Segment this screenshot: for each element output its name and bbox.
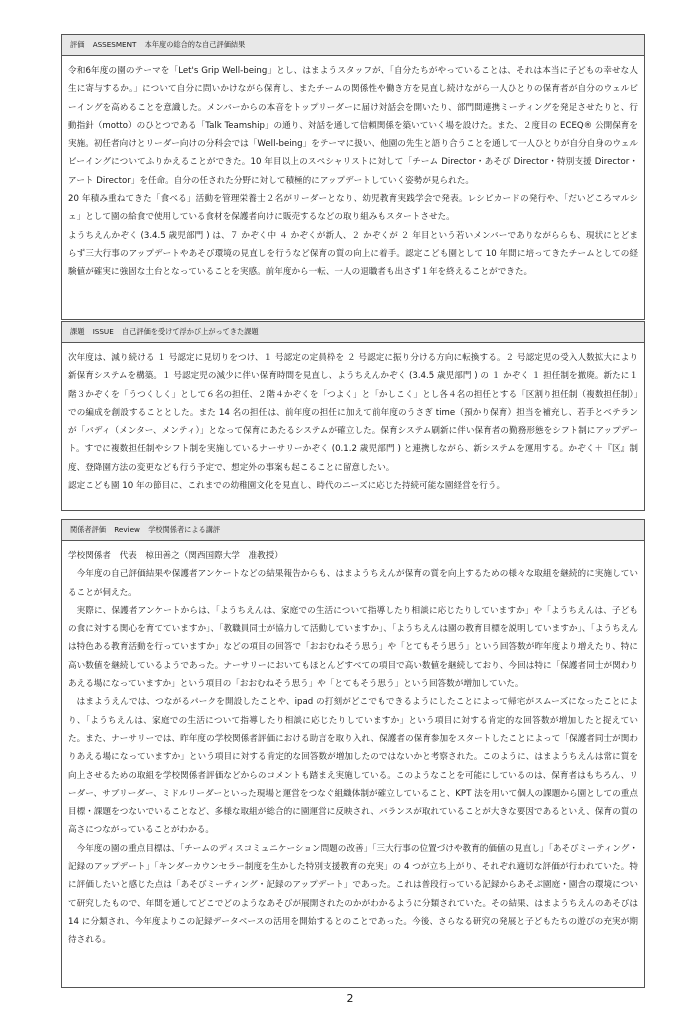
paragraph: ようちえんかぞく (3.4.5 歳児部門 ) は、７ かぞく中 ４ かぞくが新人、２ かぞくが ２ 年目という若いメンバーでありながららも、現状にとどまらず三大行事のアップデートやあそび環境の見直しを行うなど保育の質の向上に着手。認定こども園として 10 年間に培ってきたチームとしての経験値が確実に強固な土台となっていることを実感。前年度から一転、一人の退職者も出さず１年を終えることができた。	[68, 230, 638, 278]
section-header	[62, 520, 644, 541]
section-label-ja: 本年度の総合的な自己評価結果	[144, 40, 246, 49]
reviewer-line: 学校関係者 代表 椋田善之（関西国際大学 准教授）	[68, 551, 283, 561]
section-label-ja: 学校関係者による講評	[148, 525, 221, 534]
section-body	[62, 56, 644, 282]
issue-section	[61, 321, 645, 511]
section-tag: 評価	[70, 40, 85, 49]
section-tag: 課題	[70, 327, 85, 336]
section-body	[62, 343, 644, 495]
paragraph: 20 年積み重ねてきた「食べる」活動を管理栄養士２名がリーダーとなり、幼児教育実践学会で発表。レシピカードの発行や、「だいどころマルシェ」として園の給食で使用している食材を保護者向けに販売するなどの取り組みもスタートさせた。	[68, 194, 638, 223]
paragraph: 認定こども園 10 年の節目に、これまでの幼稚園文化を見直し、時代のニーズに応じた持続可能な園経営を行う。	[68, 481, 506, 492]
paragraph: 次年度は、減り続ける １ 号認定に見切りをつけ、１ 号認定の定員枠を ２ 号認定に振り分ける方向に転換する。２ 号認定児の受入人数拡大により新保育システムを構築。１ 号認定児の減少に伴い保育時間を見直し、ようちえんかぞく (3.4.5 歳児部門 ) の １ かぞく １ 担任制を撤廃。新たに１階３かぞくを「うつくしく」として６名の担任、２階４かぞくを「つよく」と「かしこく」とし各４名の担任とする「区割り担任制（複数担任制）」での編成を創設することとした。また 14 名の担任は、前年度の担任に加えて前年度のうさぎ time（預かり保育）担当を補充し、若手とベテランが「バディ（メンター、メンティ）」となって保育にあたるシステムが確立した。保育システム刷新に伴い保育者の勤務形態をシフト制にアップデート。すでに複数担任制やシフト制を実施しているナーサリーかぞく (0.1.2 歳児部門 ) と連携しながら、新システムを運用する。かぞく＋『区』制度、登降園方法の変更なども行う予定で、想定外の事案も起こることに留意したい。	[68, 353, 638, 473]
section-header	[62, 35, 644, 56]
section-header	[62, 322, 644, 343]
section-label-en: ASSESMENT	[92, 40, 137, 49]
paragraph: 今年度の園の重点目標は、「チームのディスコミュニケーション問題の改善」「三大行事の位置づけや教育的価値の見直し」「あそびミーティング・記録のアップデート」「キンダーカウンセラー制度を生かした特別支援教育の充実」の 4 つが立ち上がり、それぞれ適切な評価が行われていた。特に評価したいと感じた点は「あそびミーティング・記録のアップデート」であった。これは普段行っている記録からあそぶ園庭・園舎の環境について研究したもので、年間を通してどこでどのようなあそびが展開されたのかがわかるように分類されていた。その結果、はまようちえんのあそびは 14 に分類され、今年度よりこの記録データベースの活用を開始するとのことであった。今後、さらなる研究の発展と子どもたちの遊びの充実が期待される。	[68, 843, 638, 946]
review-section	[61, 519, 645, 988]
section-body	[62, 541, 644, 950]
paragraph: 実際に、保護者アンケートからは、「ようちえんは、家庭での生活について指導したり相談に応じたりしていますか」や「ようちえんは、子どもの食に対する関心を育てていますか」、「教職員同士が協力して活動していますか」、「ようちえんは園の教育目標を説明していますか」、「ようちえんは特色ある教育活動を行っていますか」などの項目の回答で「おおむねそう思う」や「とてもそう思う」という回答数が昨年度より増えたり、特に高い数値を継続しているようであった。ナーサリーにおいてもほとんどすべての項目で高い数値を継続しており、今回は特に「保護者同士が関わりあえる場になっていますか」という項目の「おおむねそう思う」や「とてもそう思う」という回答数が増加していた。	[68, 605, 638, 690]
paragraph: はまようえんでは、つながるパークを開設したことや、ipad の打刻がどこでもできるようにしたことによって帰宅がスムーズになったことにより、「ようちえんは、家庭での生活について指導したり相談に応じたりしていますか」という項目に対する肯定的な回答数が増加したと捉えていた。また、ナーサリーでは、昨年度の学校関係者評価における助言を取り入れ、保護者の保育参加をスタートしたことによって「保護者同士が関わりあえる場になっていますか」という項目に対する肯定的な回答数が増加したのではないかと考察された。このように、はまようちえんは常に質を向上させるための取組を学校関係者評価などからのコメントも踏まえ実施している。このようなことを可能にしているのは、保育者はもちろん、リーダー、サブリーダー、ミドルリーダーといった現場と運営をつなぐ組織体制が確立していること、KPT 法を用いて個人の課題から園としての重点目標・課題をつないでいることなど、多様な取組が総合的に園運営に反映され、バランスが取れていることが大きな要因であるといえ、保育の質の高さにつながっていることがわかる。	[68, 697, 638, 836]
section-tag: 関係者評価	[70, 525, 106, 534]
self-evaluation-section	[61, 34, 645, 320]
page-number: 2	[346, 992, 354, 1005]
section-label-ja: 自己評価を受けて浮かび上がってきた課題	[122, 327, 259, 336]
section-label-en: ISSUE	[92, 327, 114, 336]
paragraph: 令和6年度の園のテーマを「Let's Grip Well-being」とし、はまようスタッフが、「自分たちがやっていることは、それは本当に子どもの幸せな人生に寄与するか。」について自分に問いかけながら保育し、またチームの関係性や働き方を見直し続けながら一人ひとりの保育者が自分のウェルビーイングを高めることを意識した。メンバーからの本音をトップリーダーに届け対話会を開いたり、部門間連携ミーティングを発足させたりと、行動指針（motto）のひとつである「Talk Teamship」の通り、対話を通して信頼関係を築いていく場を設けた。また、２度目の ECEQ® 公開保育を実施。初任者向けとリーダー向けの分科会では「Well-being」をテーマに扱い、他園の先生と語り合うことを通して一人ひとりが自分自身のウェルビーイングについてふりかえることができた。10 年目以上のスペシャリストに対して「チーム Director・あそび Director・特別支援 Director・アート Director」を任命。自分の任された分野に対して積極的にアップデートしていく姿勢が見られた。	[68, 66, 638, 186]
section-label-en: Review	[114, 525, 140, 534]
paragraph: 今年度の自己評価結果や保護者アンケートなどの結果報告からも、はまようちえんが保育の質を向上するための様々な取組を継続的に実施していることが伺えた。	[68, 569, 638, 598]
